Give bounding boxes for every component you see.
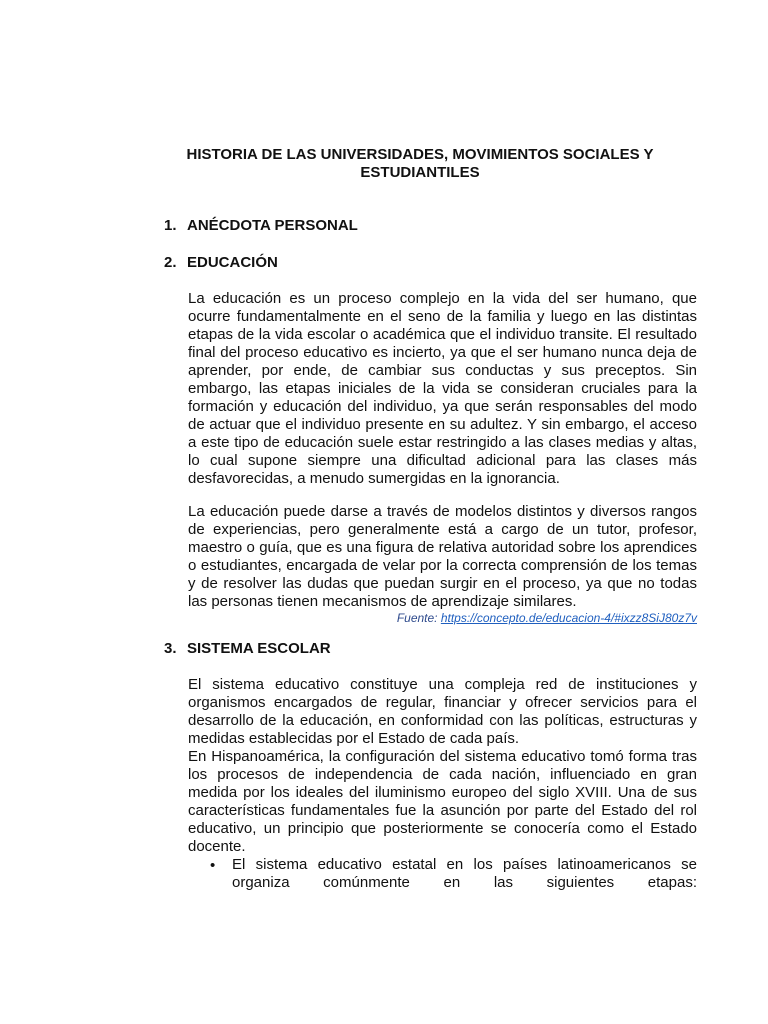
bullet-item [232,856,697,892]
text-line: El sistema educativo estatal en los países latinoamericanos se [232,856,697,873]
text-line: formación y educación del individuo, ya que serán responsables del modo [188,398,697,415]
text-line: organismos encargados de regular, financiar y ofrecer servicios para el [188,694,697,711]
text-line: etapas de la vida escolar o académica que el individuo transite. El resultado [188,326,697,343]
bullet-icon: • [210,857,216,874]
sistema-paragraph-2 [188,748,697,856]
title-line-2: ESTUDIANTILES [360,164,480,181]
text-line: las personas tienen mecanismos de aprendizaje similares. [188,593,577,610]
text-line: docente. [188,838,246,855]
text-line: o estudiantes, encargada de velar por la correcta comprensión de los temas [188,557,697,574]
text-line: de actuar que el individuo presente en su adultez. Y sin embargo, el acceso [188,416,697,433]
educacion-paragraph-1 [188,290,697,488]
text-line: de experiencias, pero generalmente está a cargo de un tutor, profesor, [188,521,697,538]
section-heading-sistema [164,640,331,658]
educacion-paragraph-2 [188,503,697,611]
text-line: medida por los ideales del iluminismo europeo del siglo XVIII. Una de sus [188,784,697,801]
section-title: ANÉCDOTA PERSONAL [187,217,358,234]
section-title: EDUCACIÓN [187,254,278,271]
title-line-1: HISTORIA DE LAS UNIVERSIDADES, MOVIMIENTOS SOCIALES Y [186,146,654,163]
source-citation [188,611,697,625]
text-line: organiza comúnmente en las siguientes etapas: [232,874,697,891]
source-link[interactable]: https://concepto.de/educacion-4/#ixzz8SiJ80z7v [440,611,697,625]
text-line: maestro o guía, que es una figura de relativa autoridad sobre los aprendices [188,539,697,556]
document-title [100,146,740,182]
section-heading-anecdota [164,217,358,235]
text-line: ocurre fundamentalmente en el seno de la familia y luego en las distintas [188,308,697,325]
text-line: El sistema educativo constituye una compleja red de instituciones y [188,676,697,693]
text-line: aprender, por ende, de cambiar sus conductas y sus preceptos. Sin [188,362,697,379]
text-line: educativo, un principio que posteriormente se conocería como el Estado [188,820,697,837]
text-line: a este tipo de educación suele estar restringido a las clases medias y altas, [188,434,697,451]
section-number: 3. [164,640,177,657]
text-line: La educación puede darse a través de modelos distintos y diversos rangos [188,503,697,520]
text-line: desarrollo de la educación, en conformidad con las políticas, estructuras y [188,712,697,729]
text-line: características fundamentales fue la asunción por parte del Estado del rol [188,802,697,819]
text-line: embargo, las etapas iniciales de la vida se consideran cruciales para la [188,380,697,397]
section-heading-educacion [164,254,278,272]
text-line: final del proceso educativo es incierto, ya que el ser humano nunca deja de [188,344,697,361]
section-title: SISTEMA ESCOLAR [187,640,331,657]
sistema-paragraph-1 [188,676,697,748]
text-line: medidas establecidas por el Estado de cada país. [188,730,520,747]
text-line: La educación es un proceso complejo en la vida del ser humano, que [188,290,697,307]
text-line: En Hispanoamérica, la configuración del sistema educativo tomó forma tras [188,748,697,765]
section-number: 1. [164,217,177,234]
text-line: y de resolver las dudas que puedan surgir en el proceso, ya que no todas [188,575,697,592]
source-label: Fuente: [396,611,441,625]
text-line: los procesos de independencia de cada nación, influenciado en gran [188,766,697,783]
section-number: 2. [164,254,177,271]
text-line: lo cual supone siempre una dificultad adicional para las clases más [188,452,697,469]
text-line: desfavorecidas, a menudo sumergidas en la ignorancia. [188,470,560,487]
